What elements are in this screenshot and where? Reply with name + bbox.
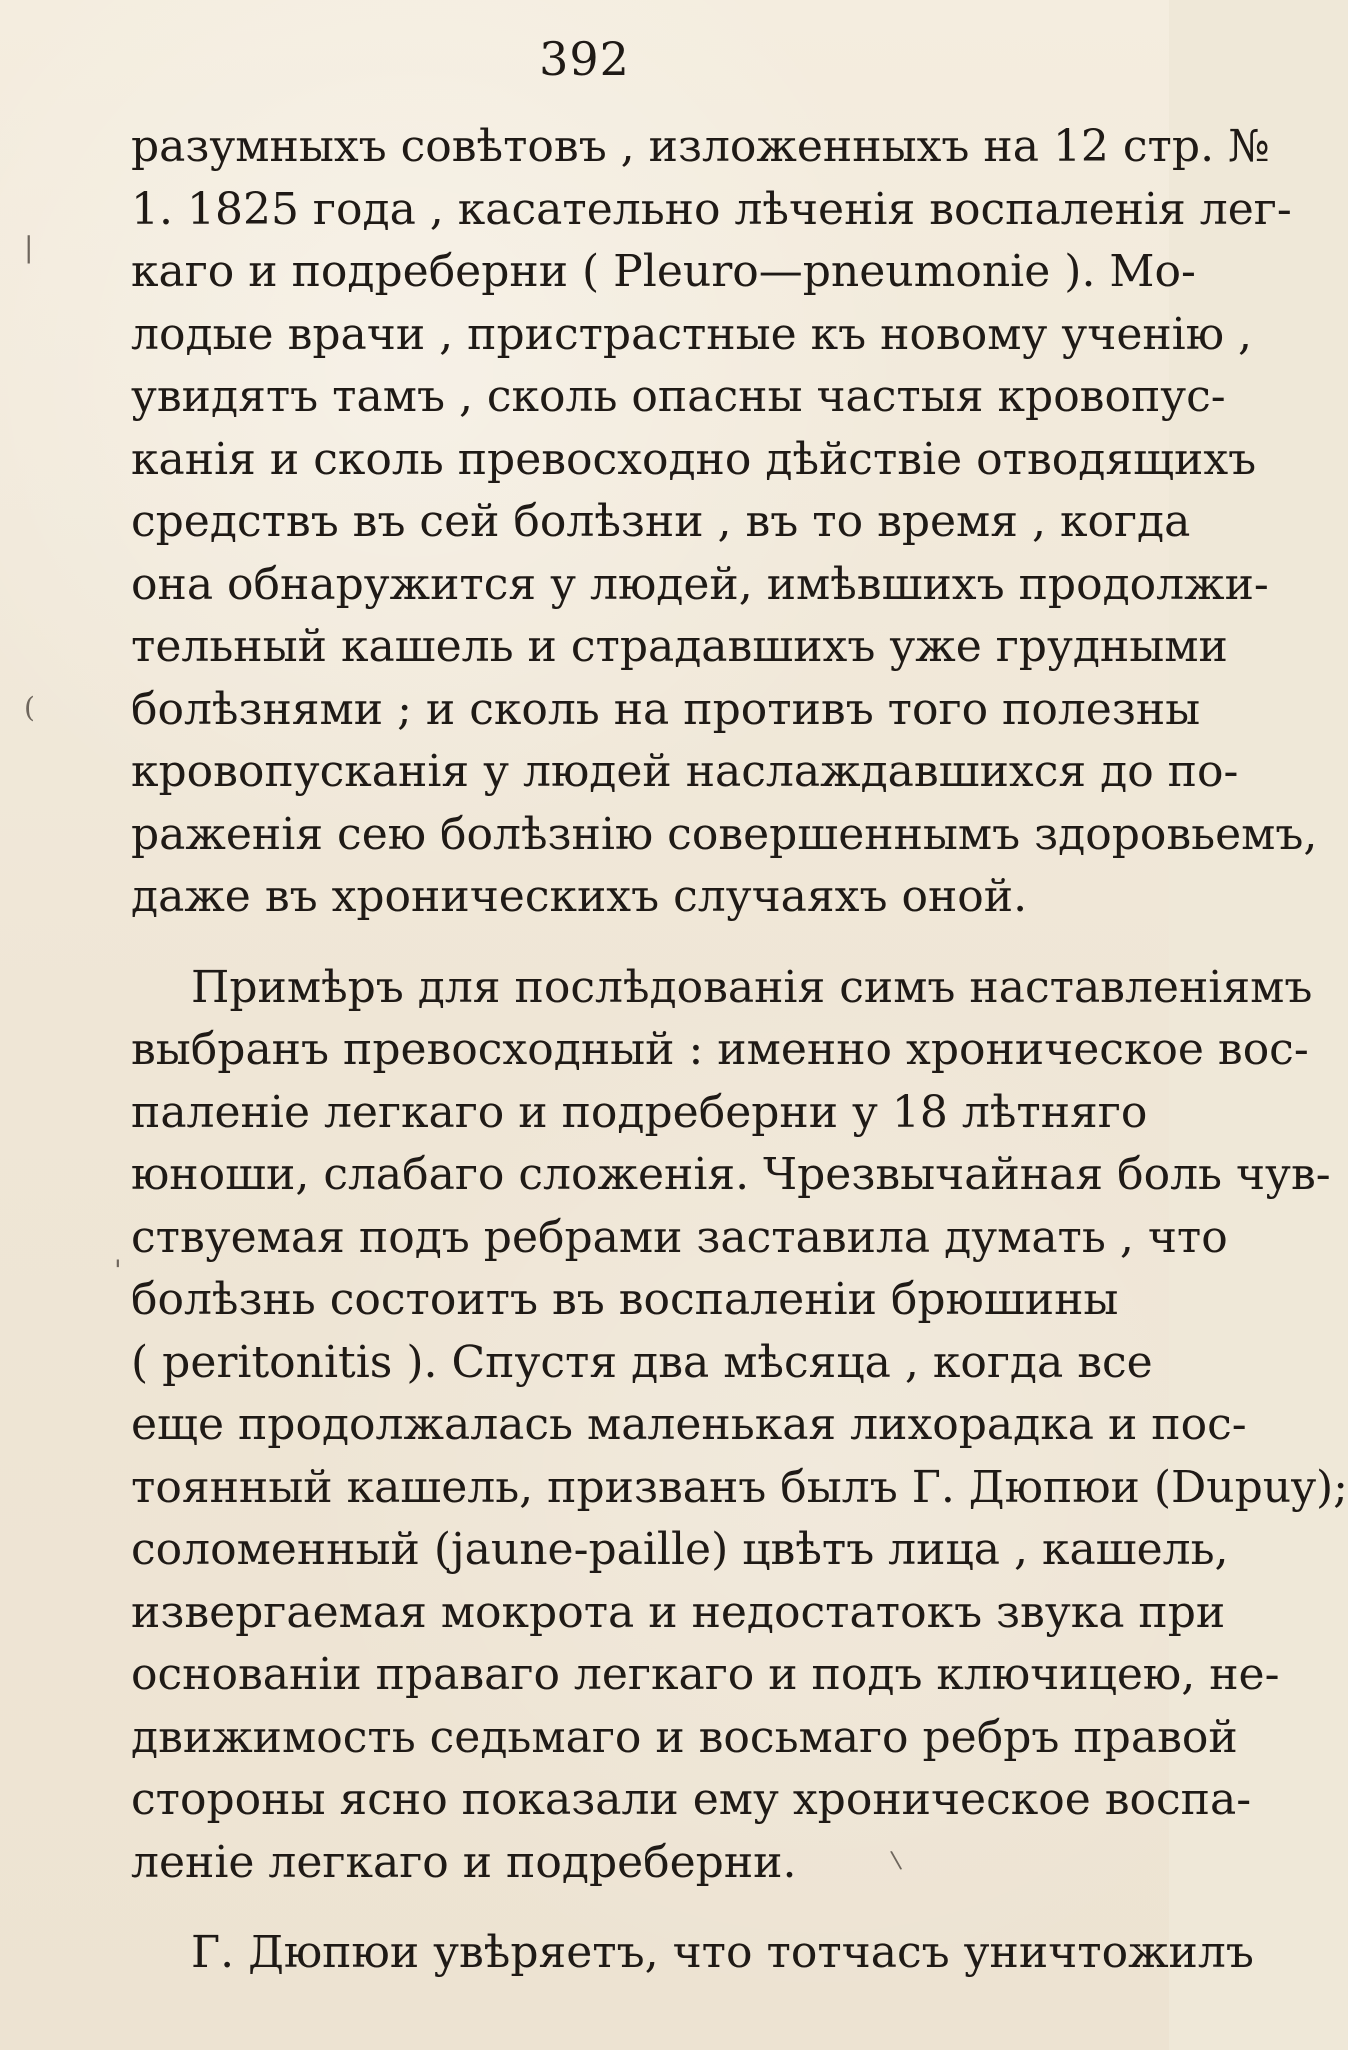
text-line: ствуемая подъ ребрами заставила думать , что [131,1211,1228,1263]
text-line: Примѣръ для послѣдованія симъ наставленіямъ [191,961,1313,1013]
text-line: кровопусканія у людей наслаждавшихся до по- [131,746,1239,797]
text-line: разумныхъ совѣтовъ , изложенныхъ на 12 стр. № [131,121,1270,172]
margin-mark: ' [114,1254,122,1287]
text-line: леніе легкаго и подреберни. [131,1836,797,1888]
text-line: юноши, слабаго сложенія. Чрезвычайная боль чув- [131,1149,1331,1200]
margin-mark: | [24,231,34,264]
text-line: болѣзнями ; и сколь на противъ того полезны [131,683,1201,735]
text-line: канія и сколь превосходно дѣйствіе отводящихъ [131,433,1257,485]
text-line: она обнаружится у людей, имѣвшихъ продолжи- [131,558,1269,610]
text-line: Г. Дюпюи увѣряетъ, что тотчасъ уничтожилъ [191,1927,1254,1978]
page-text [131,116,1348,1985]
text-line: еще продолжалась маленькая лихорадка и пос- [131,1399,1247,1450]
text-line: болѣзнь состоитъ въ воспаленіи брюшины [131,1274,1119,1325]
paragraph-spacer [131,1894,1129,1922]
text-line: извергаемая мокрота и недостатокъ звука при [131,1586,1226,1638]
text-line: ( peritonitis ). Спустя два мѣсяца , когда все [131,1336,1153,1388]
text-line: 1. 1825 года , касательно лѣченія воспаленія лег- [131,183,1292,235]
page-number: 392 [539,32,630,86]
text-line: даже въ хроническихъ случаяхъ оной. [131,871,1028,922]
text-line: выбранъ превосходный : именно хроническое вос- [131,1024,1309,1075]
text-line: увидятъ тамъ , сколь опасны частыя кровопус- [131,371,1226,422]
text-line: движимость седьмаго и восьмаго ребръ правой [131,1711,1238,1763]
margin-mark: \ [889,1845,903,1875]
text-line: тельный кашель и страдавшихъ уже грудными [131,621,1228,672]
text-line: соломенный (jaune-paille) цвѣтъ лица , кашель, [131,1524,1229,1575]
margin-mark: ( [24,691,35,724]
text-line: стороны ясно показали ему хроническое воспа- [131,1774,1252,1825]
text-line: каго и подреберни ( Pleuro—pneumonie ). Мо- [131,246,1196,297]
text-line: раженія сею болѣзнію совершеннымъ здоровьемъ, [131,808,1318,860]
text-line: основаніи праваго легкаго и подъ ключицею, не- [131,1649,1280,1700]
text-line: тоянный кашель, призванъ былъ Г. Дюпюи (Dupuy); [131,1461,1348,1513]
text-line: средствъ въ сей болѣзни , въ то время , когда [131,496,1191,547]
text-line: лодые врачи , пристрастные къ новому ученію , [131,308,1253,360]
text-line: паленіе легкаго и подреберни у 18 лѣтняго [131,1086,1148,1138]
paragraph-spacer [131,929,1129,957]
